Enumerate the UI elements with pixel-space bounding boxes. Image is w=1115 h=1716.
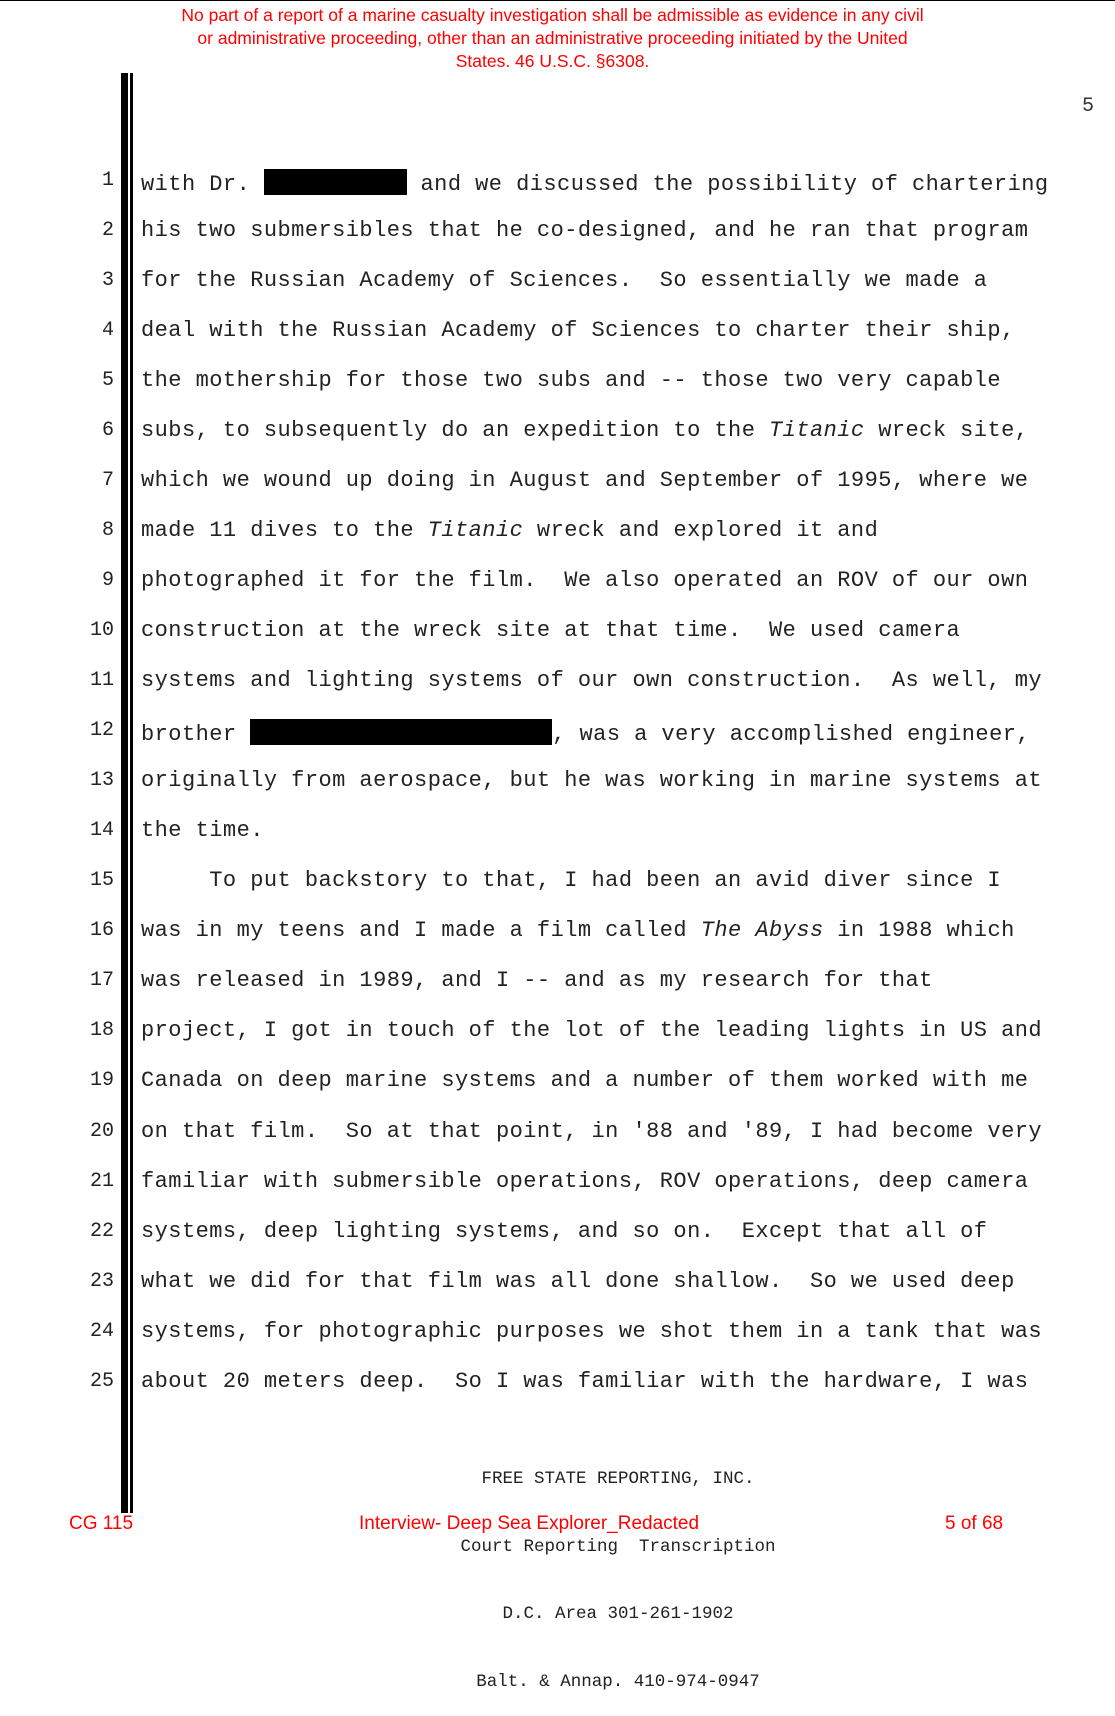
transcript-line: familiar with submersible operations, ROV operations, deep camera (141, 1169, 1029, 1194)
transcript-line: which we wound up doing in August and September of 1995, where we (141, 468, 1029, 493)
footer-balt-phone: Balt. & Annap. 410-974-0947 (476, 1671, 760, 1692)
transcript-line: for the Russian Academy of Sciences. So essentially we made a (141, 268, 988, 293)
notice-line-1: No part of a report of a marine casualty investigation shall be admissible as evidence in any civil (181, 5, 924, 25)
line-number: 22 (89, 1220, 114, 1243)
transcript-line: photographed it for the film. We also operated an ROV of our own (141, 568, 1029, 593)
notice-line-3: States. 46 U.S.C. §6308. (455, 51, 650, 71)
line-number: 19 (89, 1069, 114, 1092)
transcript-line: brother , was a very accomplished engineer, (141, 719, 1030, 747)
transcript-line: was in my teens and I made a film called The Abyss in 1988 which (141, 918, 1015, 943)
transcript-line: systems and lighting systems of our own construction. As well, my (141, 668, 1043, 693)
page-number: 5 (1081, 95, 1094, 118)
footer-services: Court Reporting Transcription (460, 1536, 776, 1557)
redaction-box (250, 719, 552, 745)
transcript-line: systems, for photographic purposes we shot them in a tank that was (141, 1319, 1043, 1344)
line-number: 7 (101, 469, 114, 492)
transcript-line: systems, deep lighting systems, and so on. Except that all of (141, 1219, 988, 1244)
transcript-line: with Dr. and we discussed the possibility of chartering (141, 169, 1049, 197)
transcript-line: made 11 dives to the Titanic wreck and explored it and (141, 518, 879, 543)
reporter-footer (300, 1423, 936, 1716)
transcript-line: subs, to subsequently do an expedition to the Titanic wreck site, (141, 418, 1029, 443)
line-number: 3 (101, 269, 114, 292)
line-number: 17 (89, 969, 114, 992)
document-id: CG 115 (69, 1513, 134, 1534)
transcript-line: originally from aerospace, but he was working in marine systems at (141, 768, 1043, 793)
italic-title: Titanic (769, 418, 865, 443)
line-number: 14 (89, 819, 114, 842)
transcript-line: about 20 meters deep. So I was familiar with the hardware, I was (141, 1369, 1029, 1394)
line-number: 13 (89, 769, 114, 792)
transcript-line: project, I got in touch of the lot of the leading lights in US and (141, 1018, 1043, 1043)
document-title: Interview- Deep Sea Explorer_Redacted (359, 1513, 700, 1534)
transcript-line: construction at the wreck site at that time. We used camera (141, 618, 961, 643)
line-number: 11 (89, 669, 114, 692)
line-number: 10 (89, 619, 114, 642)
line-number: 16 (89, 919, 114, 942)
transcript-line: the mothership for those two subs and -- those two very capable (141, 368, 1002, 393)
line-number: 8 (101, 519, 114, 542)
page-of-total: 5 of 68 (945, 1513, 1004, 1534)
line-number: 2 (101, 219, 114, 242)
margin-rule-thick (121, 73, 128, 1513)
top-border (0, 0, 1115, 1)
italic-title: Titanic (427, 518, 524, 543)
line-number: 15 (89, 869, 114, 892)
transcript-line: To put backstory to that, I had been an avid diver since I (141, 868, 1002, 893)
transcript-line: deal with the Russian Academy of Sciences to charter their ship, (141, 318, 1015, 343)
admissibility-notice (80, 4, 1025, 73)
redaction-box (264, 169, 407, 195)
line-number: 18 (89, 1019, 114, 1042)
line-number: 24 (89, 1320, 114, 1343)
transcript-line: what we did for that film was all done shallow. So we used deep (141, 1269, 1015, 1294)
transcript-line: on that film. So at that point, in '88 and '89, I had become very (141, 1119, 1043, 1144)
italic-title: The Abyss (700, 918, 824, 943)
line-number: 12 (89, 719, 114, 742)
notice-line-2: or administrative proceeding, other than an administrative proceeding initiated by the United (197, 28, 908, 48)
transcript-line: was released in 1989, and I -- and as my research for that (141, 968, 933, 993)
footer-dc-phone: D.C. Area 301-261-1902 (502, 1604, 734, 1624)
footer-company: FREE STATE REPORTING, INC. (481, 1469, 755, 1489)
line-number: 5 (101, 369, 114, 392)
transcript-line: the time. (141, 818, 264, 843)
line-number: 25 (89, 1370, 114, 1393)
line-number: 21 (89, 1170, 114, 1193)
line-number: 20 (89, 1120, 114, 1143)
line-number: 23 (89, 1270, 114, 1293)
line-number: 1 (101, 169, 114, 192)
line-number: 6 (101, 419, 114, 442)
transcript-line: his two submersibles that he co-designed, and he ran that program (141, 218, 1029, 243)
transcript-line: Canada on deep marine systems and a number of them worked with me (141, 1068, 1029, 1093)
margin-rule-thin (130, 73, 133, 1513)
line-number: 4 (101, 319, 114, 342)
line-number: 9 (101, 569, 114, 592)
